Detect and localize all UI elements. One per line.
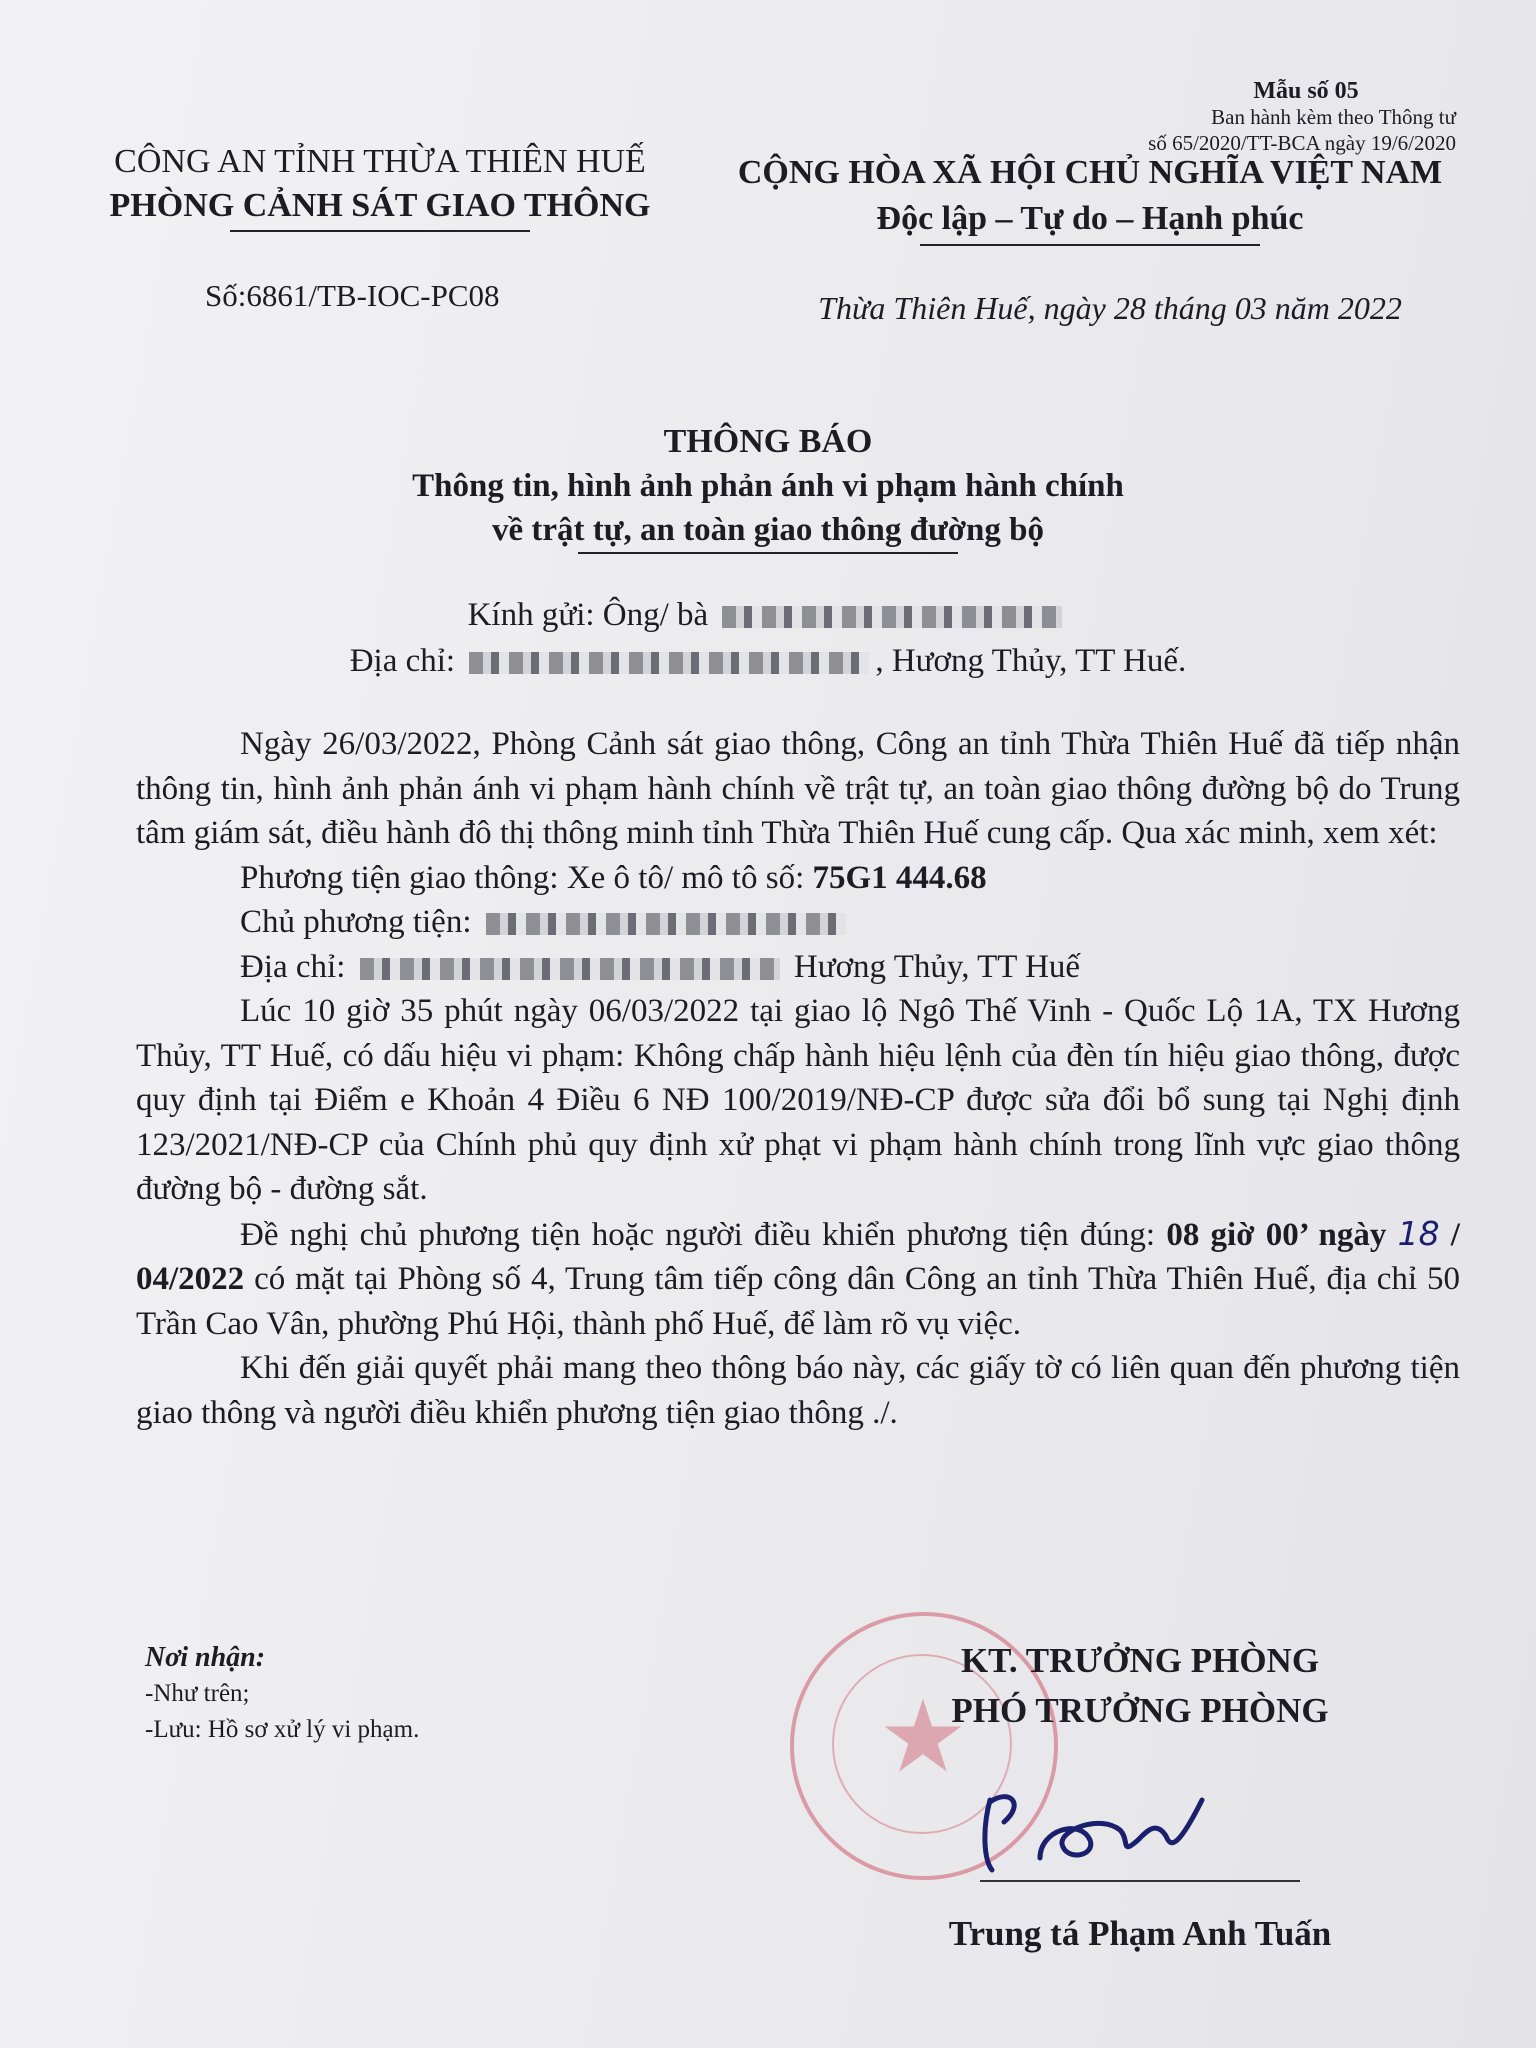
form-number: Mẫu số 05 — [1253, 78, 1359, 104]
form-note-1: Ban hành kèm theo Thông tư — [1211, 105, 1456, 129]
title-line-1: Thông tin, hình ảnh phản ánh vi phạm hành chính — [412, 468, 1124, 504]
agency-underline — [230, 230, 530, 232]
owner-address-line — [136, 945, 1460, 990]
redacted-owner — [486, 913, 846, 935]
salutation-label: Kính gửi: Ông/ bà — [467, 597, 709, 633]
recipients-list — [145, 1640, 419, 1748]
signature-underline — [980, 1880, 1300, 1882]
redacted-owner-address — [360, 958, 780, 980]
owner-address-label: Địa chỉ: — [240, 948, 346, 985]
paragraph-received: Ngày 26/03/2022, Phòng Cảnh sát giao thông, Công an tỉnh Thừa Thiên Huế đã tiếp nhận thông tin, hình ảnh phản ánh vi phạm hành chính về trật tự, an toàn giao thông đường bộ do Trung tâm giám sát, điều hành đô thị thông minh tỉnh Thừa Thiên Huế cung cấp. Qua xác minh, xem xét: — [136, 726, 1460, 851]
sign-title-1: KT. TRƯỞNG PHÒNG — [960, 1641, 1320, 1680]
paragraph-instructions: Khi đến giải quyết phải mang theo thông báo này, các giấy tờ có liên quan đến phương tiện giao thông và người điều khiển phương tiện giao thông ./. — [136, 1350, 1460, 1431]
agency-department: PHÒNG CẢNH SÁT GIAO THÔNG — [109, 187, 651, 224]
address-label: Địa chỉ: — [349, 643, 456, 679]
form-meta — [1036, 78, 1456, 156]
summons-day-handwritten: 18 — [1397, 1213, 1440, 1253]
signature-title — [840, 1636, 1440, 1736]
notice-body — [136, 722, 1460, 1435]
recipient-item-1: -Như trên; — [145, 1680, 250, 1707]
motto-underline — [920, 244, 1260, 246]
redacted-address — [469, 652, 869, 674]
summons-location: có mặt tại Phòng số 4, Trung tâm tiếp công dân Công an tỉnh Thừa Thiên Huế, địa chỉ 50 Trần Cao Vân, phường Phú Hội, thành phố Huế, để làm rõ vụ việc. — [136, 1261, 1460, 1342]
title-main: THÔNG BÁO — [663, 423, 873, 460]
owner-address-tail: Hương Thủy, TT Huế — [793, 948, 1081, 985]
recipient-item-2: -Lưu: Hồ sơ xử lý vi phạm. — [145, 1716, 420, 1743]
recipients-label: Nơi nhận: — [145, 1642, 266, 1673]
vehicle-plate: 75G1 444.68 — [812, 859, 987, 896]
nation-name: CỘNG HÒA XÃ HỘI CHỦ NGHĨA VIỆT NAM — [737, 154, 1443, 191]
recipient-block — [0, 592, 1536, 684]
redacted-name — [722, 606, 1062, 628]
issuing-agency — [80, 140, 680, 232]
form-note-2: số 65/2020/TT-BCA ngày 19/6/2020 — [1148, 131, 1456, 155]
national-heading — [710, 150, 1470, 246]
vehicle-line — [136, 856, 1460, 901]
vehicle-label: Phương tiện giao thông: Xe ô tô/ mô tô số: — [240, 859, 813, 896]
owner-line — [136, 900, 1460, 945]
nation-motto: Độc lập – Tự do – Hạnh phúc — [876, 200, 1304, 237]
salutation-line — [0, 592, 1536, 638]
dateline: Thừa Thiên Huế, ngày 28 tháng 03 năm 2022 — [818, 290, 1402, 326]
agency-parent: CÔNG AN TỈNH THỪA THIÊN HUẾ — [114, 143, 646, 180]
paragraph-violation: Lúc 10 giờ 35 phút ngày 06/03/2022 tại giao lộ Ngô Thế Vinh - Quốc Lộ 1A, TX Hương Thủy, TT Huế, có dấu hiệu vi phạm: Không chấp hành hiệu lệnh của đèn tín hiệu giao thông, được quy định tại Điểm e Khoản 4 Điều 6 NĐ 100/2019/NĐ-CP được sửa đổi bổ sung tại Nghị định 123/2021/NĐ-CP của Chính phủ quy định xử phạt vi phạm hành chính trong lĩnh vực giao thông đường bộ - đường sắt. — [136, 993, 1460, 1207]
paragraph-summons — [136, 1212, 1460, 1347]
document-number: Số:6861/TB-IOC-PC08 — [205, 278, 500, 313]
title-line-2: về trật tự, an toàn giao thông đường bộ — [491, 512, 1044, 548]
seal-star-icon: ★ — [878, 1678, 968, 1795]
signer-name: Trung tá Phạm Anh Tuấn — [948, 1914, 1332, 1953]
owner-label: Chủ phương tiện: — [240, 904, 472, 940]
signature-stroke — [985, 1797, 1202, 1870]
handwritten-signature — [970, 1770, 1230, 1880]
address-tail: , Hương Thủy, TT Huế. — [875, 643, 1187, 679]
summons-time: 08 giờ 00’ ngày — [1166, 1216, 1387, 1253]
title-underline — [578, 552, 958, 554]
summons-month: / 04/2022 — [136, 1216, 1460, 1297]
sign-title-2: PHÓ TRƯỞNG PHÒNG — [951, 1691, 1329, 1730]
address-line — [0, 638, 1536, 684]
document-title — [0, 420, 1536, 554]
summons-intro: Đề nghị chủ phương tiện hoặc người điều khiển phương tiện đúng: — [240, 1216, 1167, 1253]
